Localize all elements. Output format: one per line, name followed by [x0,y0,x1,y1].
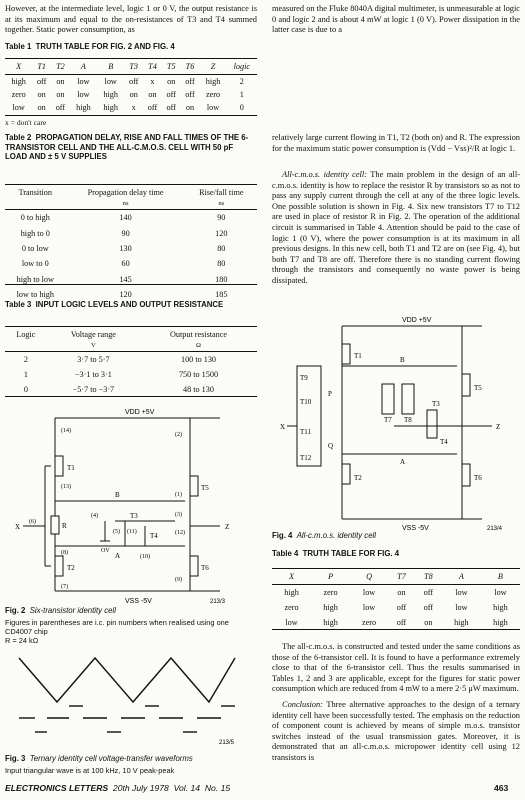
table-cell: high [284,588,299,597]
unit-cell: ns [122,200,129,207]
table-row [5,352,257,368]
fig2-pin: (11) [127,529,137,535]
table1-number: Table 1 [5,42,32,51]
table-header-row [272,569,520,585]
column-header: Logic [16,330,36,339]
table-row [272,585,520,601]
table3 [5,326,257,397]
fig2-r-label: R [62,522,67,530]
table-cell: high [323,618,338,627]
fig4-t8-label: T8 [404,416,412,424]
unit-cell [5,342,47,352]
fig4-t3-label: T3 [432,400,440,408]
fig2-z-label: Z [225,523,230,531]
table-cell: zero [284,603,299,612]
fig4-q-label: Q [328,442,334,450]
unit-cell [5,200,66,210]
column-header: X [16,62,22,71]
table-cell: 48 to 130 [183,385,214,394]
table-cell: low [494,588,507,597]
table-cell: high [493,618,508,627]
table-row [5,210,257,226]
table-cell: low [77,90,90,99]
fig4-x-label: X [280,423,286,431]
fig2-ov-label: OV [101,548,110,554]
table-header-row [5,327,257,343]
table-cell: high [205,77,221,86]
column-header: logic [233,62,251,71]
all-cmos-text: The main problem in the design of an all-c.m.o.s. identity is how to replace the resistor R by transistors so as not to pass any supply current through the cell at any of the three logic levels. One possible solution is shown in Fig. 4. Six new transistors T7 to T12 are used in place of resistor R in Fig. 2. The operation of the additional circuit is summarised in Table 4. Attention should be paid to the case of logic 1 (0 V), where the power consumption is at its maximum in all previous designs. In this new cell, both T1 and T2 are on (see Fig. 4), but both T7 and T8 are off. Therefore there is no standing current flowing through the transistors and consequently no waste power is being dissipated. [272,170,520,285]
column-header: T5 [166,62,176,71]
table-cell: 90 [217,213,226,223]
fig2-pin: (6) [29,519,36,525]
table-cell: on [56,77,65,86]
fig2-pin: (5) [113,529,120,535]
column-header: P [328,572,334,581]
column-header: Transition [18,188,52,197]
table-cell: on [37,103,46,112]
results-paragraph: The all-c.m.o.s. is constructed and tested under the same conditions as those of the 6-transistor cell. It is found to have a performance extremely close to that of the 6-transistor cell. Thus the results summarised in Tables 1, 2 and 3 are applicable, except for the figures for static power consumption which are reduced from 4 mW to a mere 2·5 μW maximum. [272,642,520,694]
column-header: B [108,62,114,71]
fig2-pin: (10) [140,554,150,560]
conclusion-heading: Conclusion: [282,700,323,709]
table1-header-row [5,59,257,75]
table1-title: TRUTH TABLE FOR FIG. 2 AND FIG. 4 [35,42,175,51]
table1-bottom-rule [5,115,257,116]
fig4-number: Fig. 4 [272,531,293,540]
table-cell: 90 [121,228,130,238]
table-cell: 185 [215,290,228,300]
table-cell: on [37,90,46,99]
table-cell: off [423,603,434,612]
table-cell: zero [11,90,26,99]
fig2-pin: (9) [175,577,182,583]
table-row [5,88,257,101]
column-header: A [80,62,86,71]
figure2-circuit [15,406,245,606]
fig4-t7-label: T7 [384,416,392,424]
table-cell: off [166,90,176,99]
fig4-z-label: Z [496,423,501,431]
table-cell: low [12,103,25,112]
fig2-caption [5,606,257,616]
table-header-row [5,185,257,201]
table-row [272,600,520,615]
column-header: B [497,572,503,581]
table-cell: on [148,90,157,99]
table-cell: low [77,77,90,86]
fig4-t1-label: T1 [354,352,362,360]
fig2-pin: (1) [175,492,182,498]
table-cell: 0 [239,103,244,112]
units-row [5,200,257,210]
table-row [5,241,257,256]
table-cell: off [55,103,66,112]
conclusion-text: Three alternative approaches to the design of a ternary identity cell have been successfully tested. The emphasis on the reduction of component count is achieved by means of simple m.o.s. transistor switches instead of the usual transmission gates. Moreover, it is demonstrated that an all-c.m.o.s. micropower identity cell using 12 transistors is [272,700,520,762]
table2-caption [5,133,257,162]
all-cmos-paragraph [272,170,520,287]
fig4-b-label: B [400,356,405,364]
table-cell: low [285,618,298,627]
fig2-note: Figures in parentheses are i.c. pin numbers when realised using one CD4007 chip [5,618,229,636]
fig2-t3-label: T3 [130,512,138,520]
volume: Vol. 14 [173,783,201,793]
table-cell: on [185,103,195,112]
table-cell: zero [362,618,377,627]
table-cell: zero [205,90,221,99]
fig4-t5-label: T5 [474,384,482,392]
table-cell: high [454,618,469,627]
fig2-pin: (13) [61,484,71,490]
table3-caption [5,300,257,310]
table-cell: 2 [239,77,244,86]
table2-number: Table 2 [5,133,32,142]
table-cell: 60 [121,259,130,269]
table4-title: TRUTH TABLE FOR FIG. 4 [302,549,400,558]
fig2-title: Six-transistor identity cell [29,606,116,615]
table-cell: 2 [23,355,28,364]
table-cell: on [424,618,433,627]
fig4-t10-label: T10 [300,398,312,406]
fig2-resistor-note: R = 24 kΩ [5,636,39,645]
table-cell: on [129,90,138,99]
column-header: T8 [424,572,433,581]
fig2-b-label: B [115,491,120,499]
table-row [5,225,257,240]
unit-cell: Ω [196,342,201,349]
column-header: Output resistance [169,330,228,339]
table1 [5,58,257,114]
table-cell: on [167,77,176,86]
table-cell: 0 to high [20,213,50,223]
page-number: 463 [494,783,509,793]
unit-cell: V [91,342,96,349]
unit-cell: ns [218,200,225,207]
table-cell: off [185,77,195,86]
fig2-pin: (2) [175,432,182,438]
fig3-note: Input triangular wave is at 100 kHz, 10 V peak-peak [5,766,175,775]
table-cell: x [150,77,155,86]
table-cell: −5·7 to −3·7 [72,385,115,394]
column-header: Propagation delay time [87,188,164,197]
table-cell: on [397,588,406,597]
fig3-number: Fig. 3 [5,754,26,763]
fig4-t11-label: T11 [300,428,312,436]
table-cell: low [104,77,117,86]
table-row [5,382,257,397]
table-cell: 750 to 1500 [178,370,219,379]
fig4-t9-label: T9 [300,374,308,382]
table-cell: 140 [119,213,132,223]
table-cell: 3·7 to 5·7 [77,355,110,364]
table2-bottom-rule [5,284,257,285]
figure4-circuit [282,314,517,534]
table-cell: 80 [217,243,226,253]
fig2-t2-label: T2 [67,564,75,572]
table-cell: high [76,103,91,112]
fig2-pin: (8) [61,550,68,556]
table-cell: high [493,603,508,612]
fig2-t4-label: T4 [150,532,158,540]
table-cell: 120 [119,290,132,300]
table-cell: low [206,103,220,112]
intro-paragraph: However, at the intermediate level, logic 1 or 0 V, the output resistance is at its maximum and equal to the on-resistances of T3 and T4 summed together. Static power consumption, as [5,4,257,35]
table-cell: 145 [119,274,132,284]
fig2-t1-label: T1 [67,464,75,472]
fig4-title: All-c.m.o.s. identity cell [296,531,377,540]
table3-title: INPUT LOGIC LEVELS AND OUTPUT RESISTANCE [35,300,224,309]
fig2-pin: (12) [175,530,185,536]
fig3-caption [5,754,257,764]
fig2-vss-label: VSS -5V [125,598,152,605]
fig4-t12-label: T12 [300,454,312,462]
fig4-t2-label: T2 [354,474,362,482]
units-row [5,342,257,352]
table-cell: off [166,103,176,112]
table-cell: high to low [16,274,54,284]
conclusion-paragraph [272,700,520,764]
fig4-t4-label: T4 [440,438,448,446]
table-cell: 130 [119,243,132,253]
table1-note: x = don't care [5,118,47,127]
issue-date: 20th July 1978 [112,783,169,793]
table-cell: 0 [23,385,28,394]
table-cell: zero [323,588,338,597]
table-cell: high [103,103,118,112]
table-cell: −3·1 to 3·1 [74,370,112,379]
table-cell: on [56,90,65,99]
table-cell: off [396,618,407,627]
table4-caption [272,549,520,559]
column-header: T2 [56,62,65,71]
fig2-vdd-label: VDD +5V [125,409,155,416]
fig2-number: Fig. 2 [5,606,26,615]
table-cell: low [362,603,376,612]
table2-title: PROPAGATION DELAY, RISE AND FALL TIMES OF THE 6-TRANSISTOR CELL AND THE ALL-C.M.O.S. CELL WITH 50 pF LOAD AND ± 5 V SUPPLIES [5,133,249,162]
column-header: Q [366,572,373,581]
footer-journal [5,783,230,793]
fig2-x-label: X [15,523,21,531]
table3-number: Table 3 [5,300,32,309]
table-cell: off [147,103,158,112]
fig4-tag: 213/4 [487,526,503,532]
column-header: Rise/fall time [199,188,244,197]
column-header: T6 [185,62,195,71]
table-cell: 80 [217,259,226,269]
fig2-tag: 213/3 [210,599,226,605]
table-row [5,256,257,271]
journal-name: ELECTRONICS LETTERS [5,783,109,793]
fig2-pin: (4) [91,513,98,519]
power-paragraph: relatively large current flowing in T1, T2 (both on) and R. The expression for the maximum static power consumption is (Vdd − Vss)²/R at logic 1. [272,133,520,153]
column-header: X [289,572,295,581]
column-header: T3 [129,62,139,71]
table-cell: 0 to low [21,243,49,253]
table1-caption [5,42,257,52]
table-cell: high [103,90,118,99]
table-cell: high [11,77,26,86]
table4 [272,568,520,630]
fig4-a-label: A [400,458,406,466]
table3-bottom-rule [5,396,257,397]
table-cell: off [185,90,195,99]
table-cell: high to 0 [20,228,50,238]
fig2-pin: (14) [61,428,71,434]
table-cell: low [455,603,468,612]
fig2-t5-label: T5 [201,484,209,492]
column-header: T1 [37,62,46,71]
column-header: T4 [148,62,157,71]
table-cell: low [455,588,468,597]
table-cell: low to high [16,290,54,300]
table-cell: 1 [23,370,28,379]
fig2-pin: (7) [61,584,68,590]
fig2-pin: (3) [175,512,182,518]
column-header: Voltage range [70,330,116,339]
fig4-vdd-label: VDD +5V [402,317,432,324]
table-cell: high [323,603,338,612]
table-cell: x [131,103,136,112]
table-cell: off [423,588,434,597]
table-row [5,101,257,114]
fig4-caption [272,531,520,541]
fig4-vss-label: VSS -5V [402,525,429,532]
intro-continued-paragraph: measured on the Fluke 8040A digital multimeter, is unmeasurable at logic 0 and logic 2 and is about 4 mW at logic 1 (0 V). Power dissipation in the latter case is due to a [272,4,520,35]
fig2-t6-label: T6 [201,564,209,572]
fig4-t6-label: T6 [474,474,482,482]
table-row [5,75,257,89]
table4-bottom-rule [272,629,520,630]
fig3-title: Ternary identity cell voltage-transfer waveforms [29,754,193,763]
figure3-waveform [19,650,244,746]
table4-number: Table 4 [272,549,299,558]
fig3-tag: 213/5 [219,740,235,746]
table-cell: 180 [215,274,228,284]
table-cell: 1 [239,90,244,99]
issue-number: No. 15 [204,783,231,793]
table-cell: off [396,603,407,612]
table-cell: 100 to 130 [180,355,217,364]
column-header: T7 [397,572,406,581]
all-cmos-heading: All-c.m.o.s. identity cell: [282,170,367,179]
table-cell: low to 0 [21,259,49,269]
table-cell: off [129,77,139,86]
table-row [272,615,520,630]
fig2-a-label: A [115,552,121,560]
fig4-p-label: P [328,390,332,398]
table-cell: 120 [215,228,228,238]
table-cell: low [362,588,376,597]
table-row [5,367,257,382]
column-header: A [458,572,464,581]
table-cell: off [36,77,47,86]
column-header: Z [210,62,216,71]
